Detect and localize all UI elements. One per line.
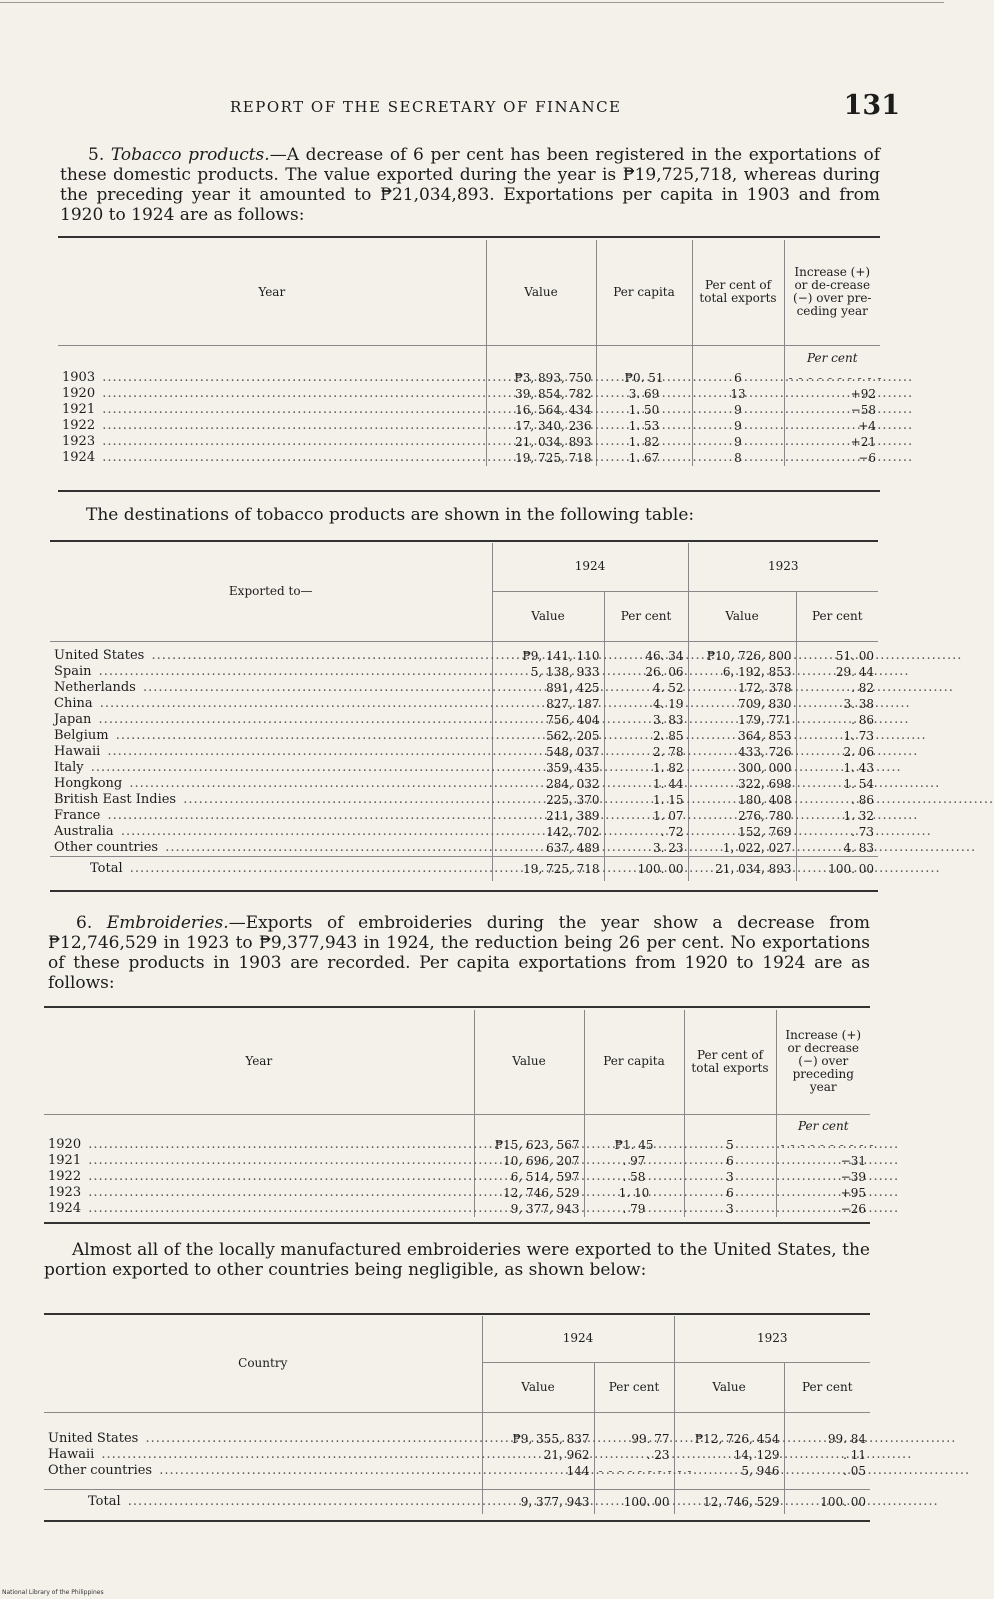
col-header-value-1924: Value bbox=[482, 1362, 594, 1412]
section-5-body: —A decrease of 6 per cent has been registered in the exportations of these domestic products. The value exported during the year is ₱19,725,718, whereas during the preceding year it amounted to ₱21,034,893. Exportations per capita in 1903 and from 1920 to 1924 are as follows: bbox=[60, 145, 881, 225]
embroideries-destination-paragraph bbox=[44, 1240, 870, 1280]
col-header-per-cent-1923: Per cent bbox=[796, 591, 878, 641]
col-header-1924: 1924 bbox=[492, 543, 688, 591]
running-head: REPORT OF THE SECRETARY OF FINANCE bbox=[230, 98, 622, 116]
table-total-row: Total ..... 19, 725, 718 100. 00 21, 034, 893 100. 00 bbox=[50, 856, 878, 881]
table-row: United States ..... ₱9, 141, 110 46. 34 ₱10, 726, 800 51. 00 bbox=[50, 648, 878, 664]
col-header-per-cent-1924: Per cent bbox=[594, 1362, 674, 1412]
section-6-title: Embroideries. bbox=[106, 913, 229, 933]
section-5-number: 5. bbox=[88, 145, 105, 165]
col-header-value-1924: Value bbox=[492, 591, 604, 641]
section-5-title: Tobacco products. bbox=[110, 145, 270, 165]
table-row: Hawaii ..... 548, 037 2. 78 433, 726 2. 06 bbox=[50, 744, 878, 760]
table-row: 1922 ..... 6, 514, 597 . 58 3 −39 bbox=[44, 1169, 870, 1185]
col-header-per-cent-1923: Per cent bbox=[784, 1362, 870, 1412]
table-4-top-rule bbox=[44, 1313, 870, 1315]
section-5-paragraph bbox=[60, 145, 880, 225]
col-header-value-1923: Value bbox=[674, 1362, 784, 1412]
table-row: China ..... 827, 187 4. 19 709, 830 3. 38 bbox=[50, 696, 878, 712]
table-row: United States ..... ₱9, 355, 837 99. 77 ₱12, 726, 454 99. 84 bbox=[44, 1431, 870, 1447]
tobacco-destinations-table bbox=[50, 543, 878, 881]
table-row: Netherlands ..... 891, 425 4. 52 172, 378 . 82 bbox=[50, 680, 878, 696]
table-row: 1903 ..... ₱3, 893, 750 ₱0. 51 6 - - - - - - - - - - bbox=[58, 370, 880, 386]
col-header-per-cent-1924: Per cent bbox=[604, 591, 688, 641]
table-row: 1923 ..... 21, 034, 893 1. 82 9 +21 bbox=[58, 434, 880, 450]
table-3-bottom-rule bbox=[44, 1222, 870, 1224]
page-number: 131 bbox=[843, 90, 900, 121]
table-row: 1924 ..... 19, 725, 718 1. 67 8 −6 bbox=[58, 450, 880, 466]
table-4-bottom-rule bbox=[44, 1520, 870, 1522]
section-6-number: 6. bbox=[76, 913, 93, 933]
unit-label: Per cent bbox=[784, 345, 880, 370]
table-row: 1921 ..... 10, 696, 207 . 97 6 −31 bbox=[44, 1153, 870, 1169]
unit-label: Per cent bbox=[776, 1114, 870, 1137]
table-row: 1923 ..... 12, 746, 529 1. 10 6 +95 bbox=[44, 1185, 870, 1201]
col-header-per-cent-total: Per cent of total exports bbox=[684, 1010, 776, 1114]
table-row: Hawaii ..... 21, 962 . 23 14, 129 . 11 bbox=[44, 1447, 870, 1463]
table-total-row: Total ..... 9, 377, 943 100. 00 12, 746, 529 100. 00 bbox=[44, 1489, 870, 1514]
col-header-value-1923: Value bbox=[688, 591, 796, 641]
col-header-exported-to: Exported to— bbox=[50, 543, 492, 641]
table-row: British East Indies ..... 225, 370 1. 15 180, 408 . 86 bbox=[50, 792, 878, 808]
col-header-year: Year bbox=[44, 1010, 474, 1114]
col-header-year: Year bbox=[58, 240, 486, 345]
table-2-top-rule bbox=[50, 540, 878, 542]
embroideries-destination-text: Almost all of the locally manufactured embroideries were exported to the United States, the portion exported to other countries being negligible, as shown below: bbox=[44, 1240, 870, 1280]
col-header-change: Increase (+) or de-crease (−) over pre-ceding year bbox=[784, 240, 880, 345]
section-6-paragraph bbox=[48, 913, 870, 993]
table-row: 1920 ..... ₱15, 623, 567 ₱1. 45 5 - - - - - - - - - - bbox=[44, 1137, 870, 1153]
table-1-top-rule bbox=[58, 236, 880, 238]
embroideries-destinations-table bbox=[44, 1316, 870, 1514]
table-1-bottom-rule bbox=[58, 490, 880, 492]
table-row: Other countries ..... 637, 489 3. 23 1, 022, 027 4. 83 bbox=[50, 840, 878, 857]
table-row: Japan ..... 756, 404 3. 83 179, 771 . 86 bbox=[50, 712, 878, 728]
col-header-1924: 1924 bbox=[482, 1316, 674, 1362]
table-row: Italy ..... 359, 435 1. 82 300, 000 1. 43 bbox=[50, 760, 878, 776]
col-header-per-capita: Per capita bbox=[584, 1010, 684, 1114]
page-header bbox=[50, 90, 900, 130]
table-3-top-rule bbox=[44, 1006, 870, 1008]
library-footer: National Library of the Philippines bbox=[2, 1589, 104, 1596]
table-row: Belgium ..... 562, 205 2. 85 364, 853 1. 73 bbox=[50, 728, 878, 744]
tobacco-per-capita-table bbox=[58, 240, 883, 466]
table-2-bottom-rule bbox=[50, 890, 878, 892]
table-row: Hongkong ..... 284, 032 1. 44 322, 698 1. 54 bbox=[50, 776, 878, 792]
table-row: France ..... 211, 389 1. 07 276, 780 1. 32 bbox=[50, 808, 878, 824]
col-header-change: Increase (+) or decrease (−) over preceding year bbox=[776, 1010, 870, 1114]
embroideries-per-capita-table bbox=[44, 1010, 875, 1217]
table-row: Australia ..... 142, 702 . 72 152, 769 . 73 bbox=[50, 824, 878, 840]
col-header-per-capita: Per capita bbox=[596, 240, 692, 345]
col-header-1923: 1923 bbox=[674, 1316, 870, 1362]
section-6-body: —Exports of embroideries during the year show a decrease from ₱12,746,529 in 1923 to ₱9,377,943 in 1924, the reduction being 26 per cent. No exportations of these products in 1903 are recorded. Per capita exportations from 1920 to 1924 are as follows: bbox=[48, 913, 870, 993]
col-header-value: Value bbox=[486, 240, 596, 345]
destinations-paragraph bbox=[58, 505, 880, 525]
table-row: Spain ..... 5, 138, 933 26. 06 6, 192, 853 29. 44 bbox=[50, 664, 878, 680]
col-header-value: Value bbox=[474, 1010, 584, 1114]
col-header-per-cent-total: Per cent of total exports bbox=[692, 240, 784, 345]
table-row: 1921 ..... 16, 564, 434 1. 50 9 −58 bbox=[58, 402, 880, 418]
col-header-1923: 1923 bbox=[688, 543, 878, 591]
table-row: Other countries ..... 144 - - - - - - - - - - 5, 946 . 05 bbox=[44, 1463, 870, 1479]
table-row: 1922 ..... 17, 340, 236 1. 53 9 +4 bbox=[58, 418, 880, 434]
destinations-text: The destinations of tobacco products are shown in the following table: bbox=[86, 505, 695, 525]
col-header-country: Country bbox=[44, 1316, 482, 1412]
table-row: 1924 ..... 9, 377, 943 . 79 3 −26 bbox=[44, 1201, 870, 1217]
page-top-edge bbox=[0, 2, 944, 3]
table-row: 1920 ..... 39, 854, 782 3. 69 13 +92 bbox=[58, 386, 880, 402]
